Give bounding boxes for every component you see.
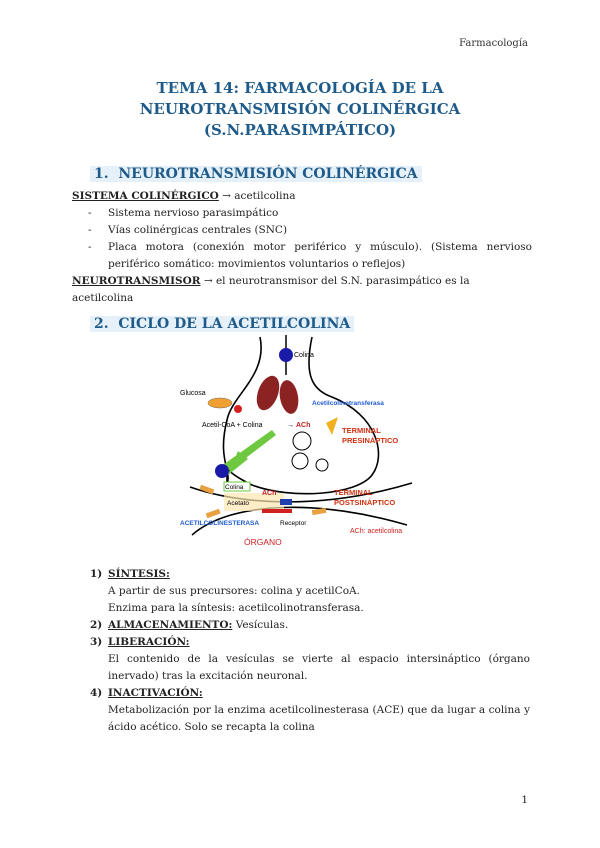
page-title (0, 78, 600, 141)
label-receptor: Receptor (280, 520, 307, 527)
neurotransmisor-label: NEUROTRANSMISOR (72, 275, 201, 287)
title-line-1: TEMA 14: FARMACOLOGÍA DE LA (156, 79, 444, 97)
neurotransmisor-line (72, 273, 532, 307)
step-number: 3) (90, 636, 103, 648)
step-number: 4) (90, 687, 103, 699)
vesicle-icon (316, 459, 328, 471)
label-colina-bottom: Colina (225, 484, 244, 491)
step-number: 2) (90, 619, 103, 631)
sistema-rest: → acetilcolina (218, 190, 296, 202)
label-acetato: Acetato (227, 500, 250, 507)
step-heading: ALMACENAMIENTO: (108, 619, 233, 631)
glucose-dot-icon (234, 405, 242, 413)
list-item (90, 685, 530, 736)
step-inline: Vesículas. (232, 619, 289, 631)
label-acetilcolinotransferasa: Acetilcolinotransferasa (312, 400, 384, 407)
list-item: - Sistema nervioso parasimpático (88, 205, 532, 222)
label-ach: ACh (296, 422, 311, 429)
section-2-heading: 2. CICLO DE LA ACETILCOLINA (90, 316, 354, 332)
glucose-transporter-icon (208, 398, 232, 408)
list-item (90, 617, 530, 634)
sistema-label: SISTEMA COLINÉRGICO (72, 190, 219, 202)
vesicle-icon (293, 432, 311, 450)
list-item (90, 634, 530, 685)
acetylcholine-cycle-diagram (172, 335, 428, 555)
neurotransmisor-rest: → el neurotransmisor del S.N. parasimpático es la acetilcolina (72, 275, 470, 304)
step-heading: INACTIVACIÓN: (108, 687, 203, 699)
green-arrow-icon (220, 430, 276, 473)
release-arrow-icon (326, 417, 338, 435)
receptor-icon (280, 499, 292, 505)
section-1-heading: 1. NEUROTRANSMISIÓN COLINÉRGICA (90, 166, 422, 182)
label-terminal-post-2: POSTSINÁPTICO (334, 498, 396, 507)
label-terminal-post-1: TERMINAL (334, 488, 373, 497)
receptor-membrane-icon (262, 509, 292, 513)
label-ach-cleft: ACh (262, 490, 277, 497)
step-line: Metabolización por la enzima acetilcolinesterasa (ACE) que da lugar a colina y ácido acético. Solo se recapta la colina (108, 704, 530, 733)
mitochondrion-icon (277, 379, 301, 416)
choline-reuptake-icon (215, 464, 229, 478)
label-acetilcolinesterasa: ACETILCOLINESTERASA (180, 520, 260, 527)
list-item (90, 566, 530, 617)
label-colina-top: Colina (294, 352, 314, 359)
page-header-subject: Farmacología (459, 38, 528, 49)
step-number: 1) (90, 568, 103, 580)
list-item: - Placa motora (conexión motor periférico y músculo). (Sistema nervioso periférico somático: movimientos voluntarios o reflejos) (88, 239, 532, 273)
mitochondrion-icon (252, 373, 283, 414)
vesicle-icon (292, 453, 308, 469)
choline-transporter-icon (279, 348, 293, 362)
title-line-2: NEUROTRANSMISIÓN COLINÉRGICA (139, 100, 461, 118)
step-line: A partir de sus precursores: colina y acetilCoA. (108, 585, 360, 597)
enzyme-icon (206, 509, 221, 518)
step-heading: LIBERACIÓN: (108, 636, 190, 648)
page-number: 1 (521, 794, 528, 806)
sistema-line (72, 188, 532, 205)
presynaptic-outline-right (227, 337, 379, 494)
label-terminal-pre-1: TERMINAL (342, 426, 381, 435)
steps-list (90, 566, 530, 736)
list-item: - Vías colinérgicas centrales (SNC) (88, 222, 532, 239)
step-line: El contenido de la vesículas se vierte al espacio intersináptico (órgano inervado) tras la excitación neuronal. (108, 653, 530, 682)
label-terminal-pre-2: PRESINÁPTICO (342, 436, 399, 445)
section-1-body (72, 188, 532, 307)
label-ach-legend: ACh: acetilcolina (350, 528, 403, 535)
sistema-list (88, 205, 532, 273)
step-heading: SÍNTESIS: (108, 568, 170, 580)
step-line: Enzima para la síntesis: acetilcolinotransferasa. (108, 602, 364, 614)
label-organo: ÓRGANO (244, 537, 282, 547)
label-glucosa: Glucosa (180, 390, 206, 397)
title-line-3: (S.N.PARASIMPÁTICO) (203, 121, 397, 139)
label-reaction: Acetil-CoA + Colina (202, 422, 263, 429)
arrow-reaction: → (287, 422, 294, 429)
